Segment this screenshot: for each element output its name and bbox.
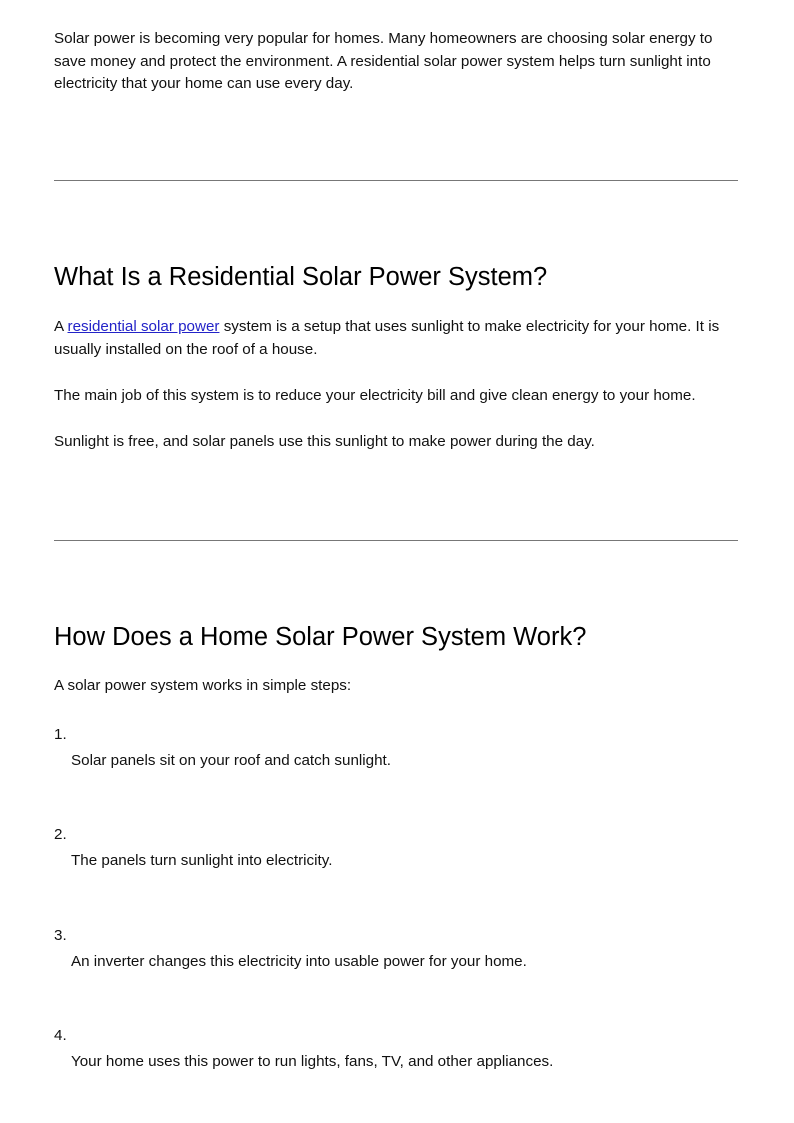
paragraph: Sunlight is free, and solar panels use this sunlight to make power during the day. [54,433,595,450]
paragraph [54,316,744,361]
list-item: The panels turn sunlight into electricity. [71,852,333,869]
list-number: 1. [54,726,67,743]
paragraph: A solar power system works in simple steps: [54,677,352,694]
intro-paragraph: Solar power is becoming very popular for homes. Many homeowners are choosing solar energy to save money and protect the environment. A residential solar power system helps turn sunlight into electricity that your home can use every day. [54,30,713,92]
list-item: An inverter changes this electricity into usable power for your home. [71,953,527,970]
divider [54,180,738,181]
list-number: 3. [54,927,67,944]
text: system is a setup that uses sunlight to make electricity for your home. It is usually installed on the roof of a house. [54,318,720,358]
section-heading: What Is a Residential Solar Power System? [54,263,548,291]
list-number: 4. [54,1027,67,1044]
residential-solar-power-link[interactable]: residential solar power [67,318,220,335]
list-item: Your home uses this power to run lights, fans, TV, and other appliances. [71,1053,554,1070]
list-number: 2. [54,826,67,843]
list-item: Solar panels sit on your roof and catch sunlight. [71,752,391,769]
divider [54,540,738,541]
paragraph: The main job of this system is to reduce your electricity bill and give clean energy to your home. [54,387,696,404]
section-heading: How Does a Home Solar Power System Work? [54,623,587,651]
text: A [54,318,68,335]
